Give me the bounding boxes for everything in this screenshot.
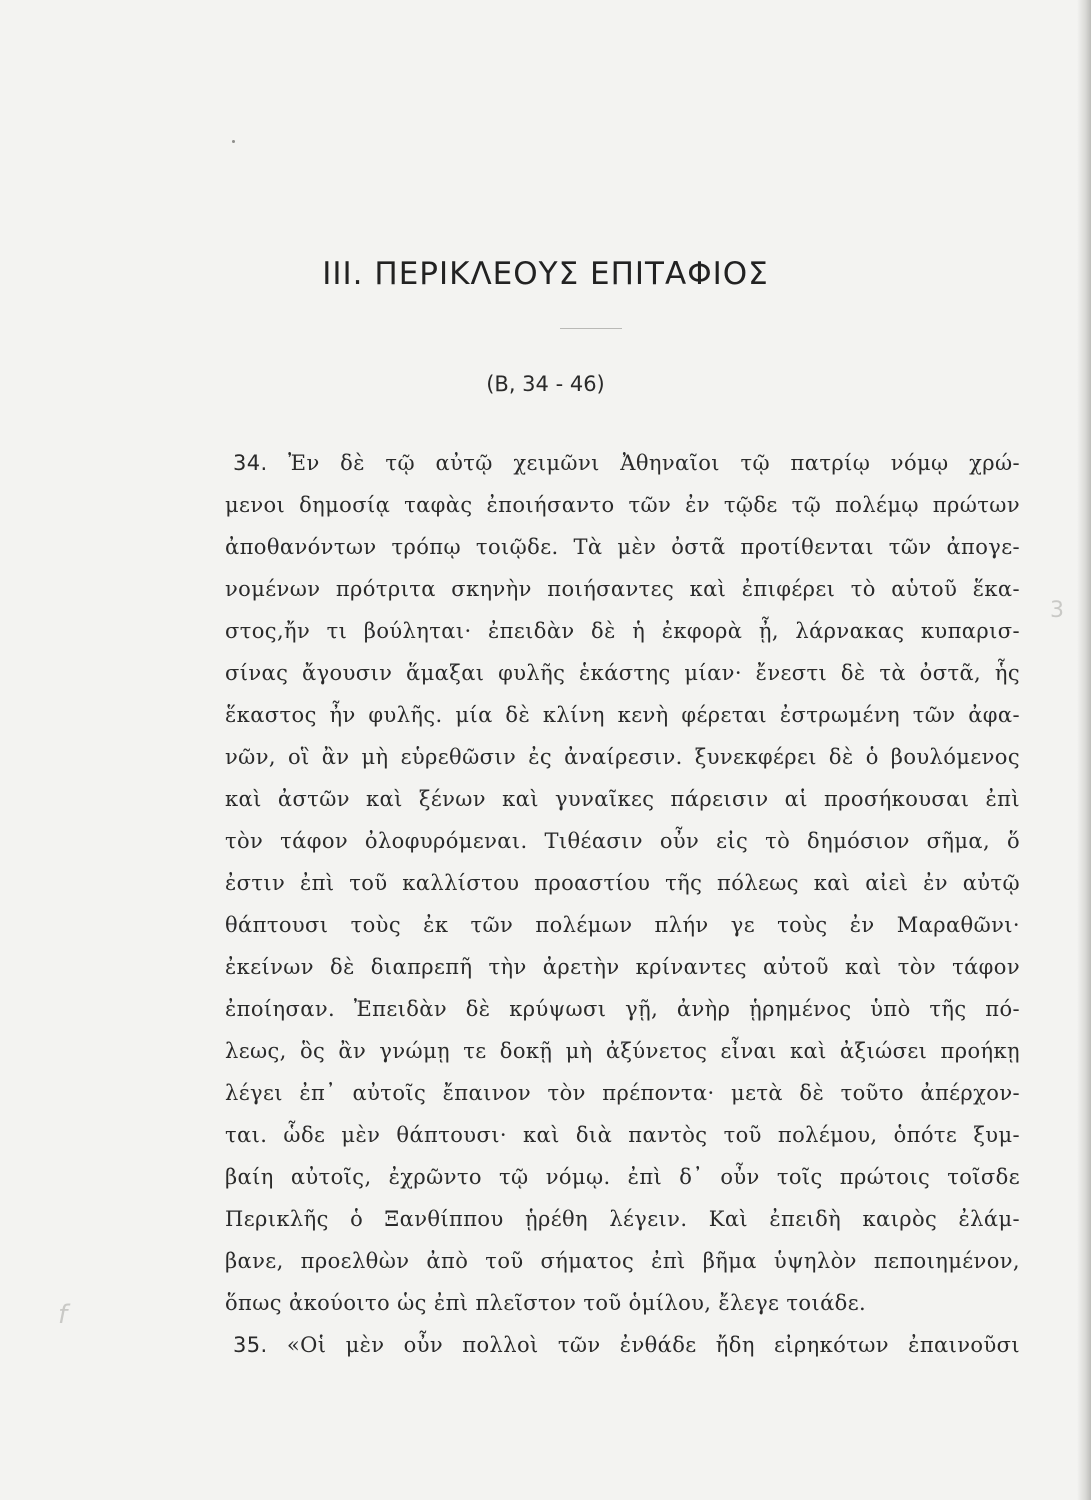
line-content: «Οἱ μὲν οὖν πολλοὶ τῶν ἐνθάδε ἤδη εἰρηκότων ἐπαινοῦσι [286,1333,1020,1357]
body-text [225,442,1020,1366]
line-content: Ἐν δὲ τῷ αὐτῷ χειμῶνι Ἀθηναῖοι τῷ πατρίῳ νόμῳ χρώ- [288,451,1020,475]
margin-note-left: f [58,1300,68,1330]
page-edge-shadow [1077,0,1091,1500]
text-line: ται. ὧδε μὲν θάπτουσι· καὶ διὰ παντὸς τοῦ πολέμου, ὁπότε ξυμ- [225,1123,1020,1147]
text-line [225,442,1020,484]
stray-dot [232,140,235,143]
text-line: ἐποίησαν. Ἐπειδὰν δὲ κρύψωσι γῇ, ἀνὴρ ᾑρημένος ὑπὸ τῆς πό- [225,997,1020,1021]
text-line: μενοι δημοσίᾳ ταφὰς ἐποιήσαντο τῶν ἐν τῷδε τῷ πολέμῳ πρώτων [225,493,1020,517]
text-line: ὅπως ἀκούοιτο ὡς ἐπὶ πλεῖστον τοῦ ὁμίλου, ἔλεγε τοιάδε. [225,1291,867,1315]
text-line: στος,ἤν τι βούληται· ἐπειδὰν δὲ ἡ ἐκφορὰ ᾖ, λάρνακας κυπαρισ- [225,619,1020,643]
text-line: Περικλῆς ὁ Ξανθίππου ᾑρέθη λέγειν. Καὶ ἐπειδὴ καιρὸς ἐλάμ- [225,1207,1020,1231]
section-range: (Β, 34 - 46) [486,372,605,396]
title-divider [560,328,622,329]
text-line: λέγει ἐπ᾽ αὐτοῖς ἔπαινον τὸν πρέποντα· μετὰ δὲ τοῦτο ἀπέρχον- [225,1081,1020,1105]
text-line: βαίη αὐτοῖς, ἐχρῶντο τῷ νόμῳ. ἐπὶ δ᾽ οὖν τοῖς πρώτοις τοῖσδε [225,1165,1020,1189]
text-line: ἀποθανόντων τρόπῳ τοιῷδε. Τὰ μὲν ὀστᾶ προτίθενται τῶν ἀπογε- [225,535,1020,559]
text-line: τὸν τάφον ὀλοφυρόμεναι. Τιθέασιν οὖν εἰς τὸ δημόσιον σῆμα, ὅ [225,829,1020,853]
text-line: νομένων πρότριτα σκηνὴν ποιήσαντες καὶ ἐπιφέρει τὸ αὑτοῦ ἕκα- [225,577,1020,601]
text-line: λεως, ὃς ἂν γνώμῃ τε δοκῇ μὴ ἀξύνετος εἶναι καὶ ἀξιώσει προήκῃ [225,1039,1020,1063]
text-line: θάπτουσι τοὺς ἐκ τῶν πολέμων πλήν γε τοὺς ἐν Μαραθῶνι· [225,913,1020,937]
paragraph-number: 34. [233,451,268,475]
text-line: νῶν, οἳ ἂν μὴ εὑρεθῶσιν ἐς ἀναίρεσιν. ξυνεκφέρει δὲ ὁ βουλόμενος [225,745,1020,769]
text-line [225,1324,1020,1366]
paragraph-number: 35. [233,1333,268,1357]
text-line: βανε, προελθὼν ἀπὸ τοῦ σήματος ἐπὶ βῆμα ὑψηλὸν πεποιημένον, [225,1249,1020,1273]
text-line: ἕκαστος ἦν φυλῆς. μία δὲ κλίνη κενὴ φέρεται ἐστρωμένη τῶν ἀφα- [225,703,1020,727]
text-line: ἐκείνων δὲ διαπρεπῆ τὴν ἀρετὴν κρίναντες αὐτοῦ καὶ τὸν τάφον [225,955,1020,979]
text-line: ἐστιν ἐπὶ τοῦ καλλίστου προαστίου τῆς πόλεως καὶ αἰεὶ ἐν αὐτῷ [225,871,1020,895]
chapter-title: III. ΠΕΡΙΚΛΕΟΥΣ ΕΠΙΤΑΦΙΟΣ [322,256,769,292]
text-line: σίνας ἄγουσιν ἅμαξαι φυλῆς ἑκάστης μίαν· ἔνεστι δὲ τὰ ὀστᾶ, ἧς [225,661,1020,685]
margin-note-right: 3 [1050,598,1064,623]
text-line: καὶ ἀστῶν καὶ ξένων καὶ γυναῖκες πάρεισιν αἱ προσήκουσαι ἐπὶ [225,787,1020,811]
